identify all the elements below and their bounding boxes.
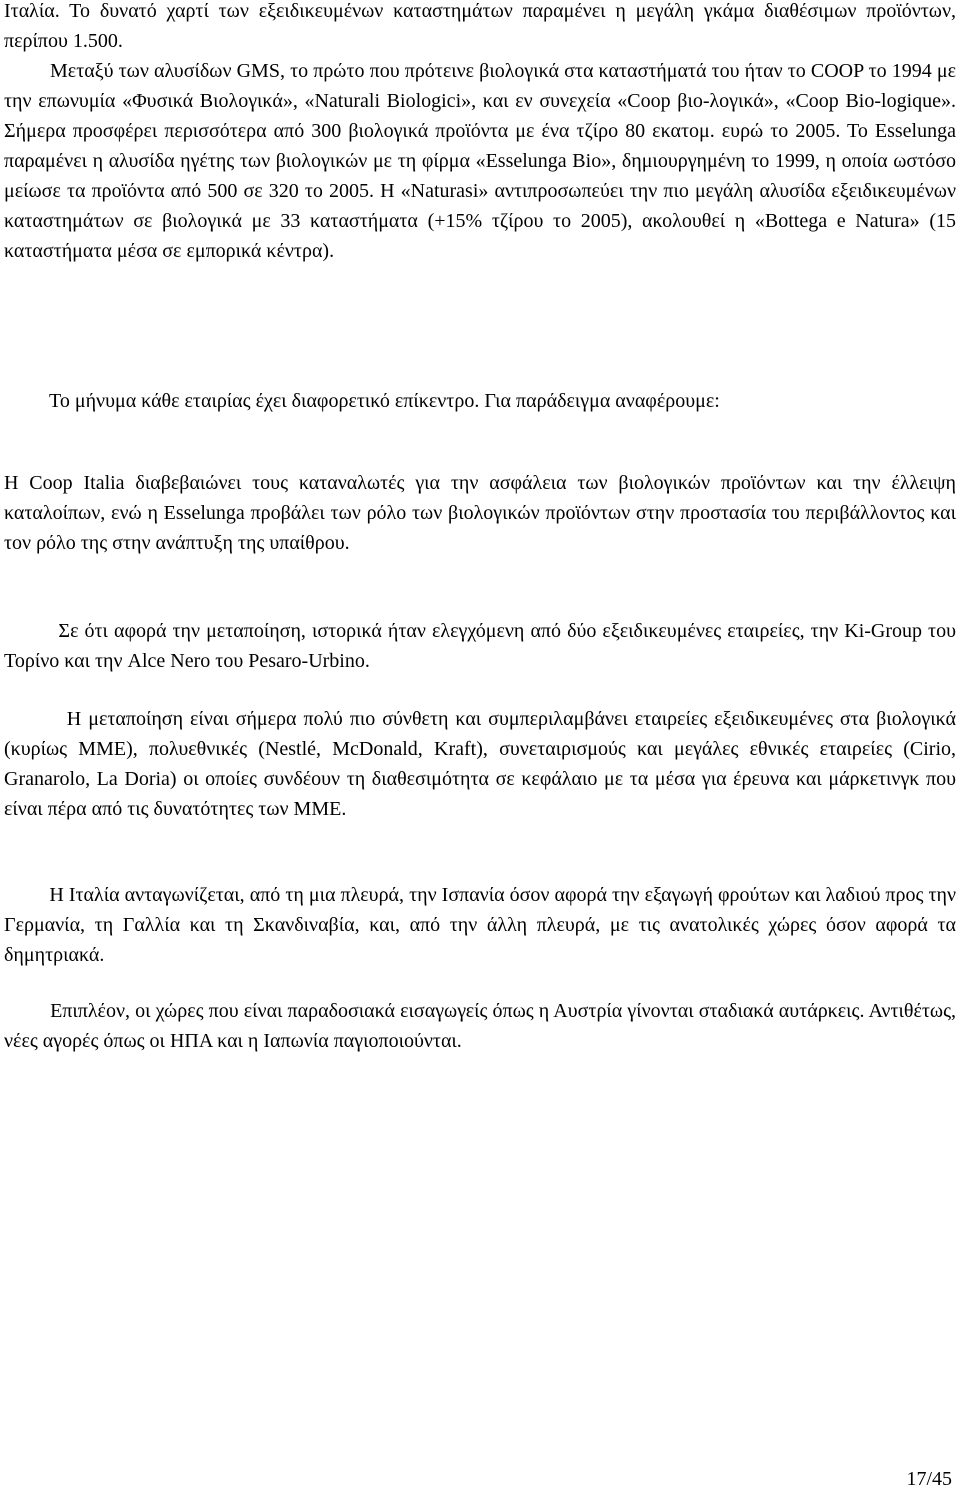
paragraph-processing-today: Η μεταποίηση είναι σήμερα πολύ πιο σύνθετη και συμπεριλαμβάνει εταιρείες εξειδικευμένες στα βιολογικά (κυρίως ΜΜΕ), πολυεθνικές (Nestlé, McDonald, Kraft), συνεταιρισμούς και μεγάλες εθνικές εταιρείες (Cirio, Granarolo, La Doria) οι οποίες συνδέουν τη διαθεσιμότητα σε κεφάλαιο με τα μέσα για έρευνα και μάρκετινγκ που είναι πέρα από τις δυνατότητες των ΜΜΕ. — [4, 708, 956, 820]
paragraph-gms-chains: Μεταξύ των αλυσίδων GMS, το πρώτο που πρότεινε βιολογικά στα καταστήματά του ήταν το COOP το 1994 με την επωνυμία «Φυσικά Βιολογικά», «Naturali Biologici», και εν συνεχεία «Coop βιο-λογικά», «Coop Bio-logique». Σήμερα προσφέρει περισσότερα από 300 βιολογικά προϊόντα με ένα τζίρο 80 εκατομ. ευρώ το 2005. Το Esselunga παραμένει η αλυσίδα ηγέτης των βιολογικών με τη φίρμα «Esselunga Bio», δημιουργημένη το 1999, η οποία ωστόσο μείωσε τα προϊόντα από 500 σε 320 το 2005. Η «Naturasi» αντιπροσωπεύει την πιο μεγάλη αλυσίδα εξειδικευμένων καταστημάτων σε βιολογικά με 33 καταστήματα (+15% τζίρου το 2005), ακολουθεί η «Bottega e Natura» (15 καταστήματα μέσα σε εμπορικά κέντρα). — [4, 60, 956, 262]
paragraph-coop-esselunga: Η Coop Italia διαβεβαιώνει τους καταναλωτές για την ασφάλεια των βιολογικών προϊόντων και την έλλειψη καταλοίπων, ενώ η Esselunga προβάλει των ρόλο των βιολογικών προϊόντων στην προστασία του περιβάλλοντος και τον ρόλο της στην ανάπτυξη της υπαίθρου. — [4, 472, 956, 554]
paragraph-company-message: Το μήνυμα κάθε εταιρίας έχει διαφορετικό επίκεντρο. Για παράδειγμα αναφέρουμε: — [4, 390, 720, 412]
paragraph-intro: Ιταλία. Το δυνατό χαρτί των εξειδικευμένων καταστημάτων παραμένει η μεγάλη γκάμα διαθέσιμων προϊόντων, περίπου 1.500. — [4, 0, 956, 52]
paragraph-new-markets: Επιπλέον, οι χώρες που είναι παραδοσιακά εισαγωγείς όπως η Αυστρία γίνονται σταδιακά αυτάρκεις. Αντιθέτως, νέες αγορές όπως οι ΗΠΑ και η Ιαπωνία παγιοποιούνται. — [4, 1000, 956, 1052]
page-number: 17/45 — [906, 1468, 952, 1490]
paragraph-italy-competition: Η Ιταλία ανταγωνίζεται, από τη μια πλευρά, την Ισπανία όσον αφορά την εξαγωγή φρούτων και λαδιού προς την Γερμανία, τη Γαλλία και τη Σκανδιναβία, και, από την άλλη πλευρά, με τις ανατολικές χώρες όσον αφορά τα δημητριακά. — [4, 884, 956, 966]
paragraph-processing-history: Σε ότι αφορά την μεταποίηση, ιστορικά ήταν ελεγχόμενη από δύο εξειδικευμένες εταιρείες, την Ki-Group του Τορίνο και την Alce Nero του Pesaro-Urbino. — [4, 620, 956, 672]
